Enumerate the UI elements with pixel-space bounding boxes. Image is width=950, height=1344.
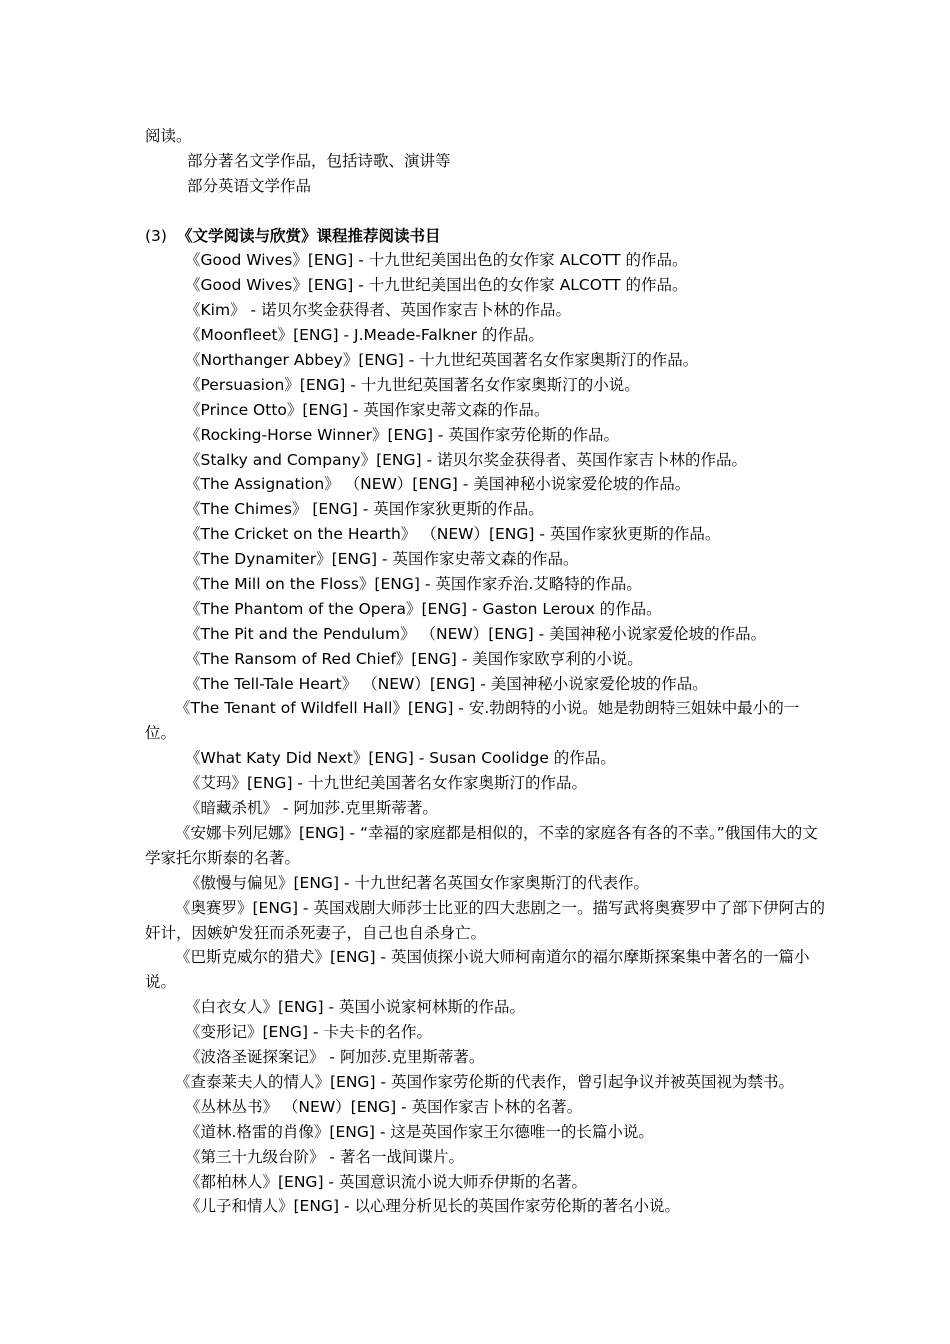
book-entry: 《Kim》 - 诺贝尔奖金获得者、英国作家吉卜林的作品。 bbox=[185, 301, 572, 320]
section-heading bbox=[145, 224, 825, 249]
book-entry: 《Good Wives》[ENG] - 十九世纪美国出色的女作家 ALCOTT 的作品。 bbox=[185, 276, 688, 295]
book-entry-long: 《查泰莱夫人的情人》[ENG] - 英国作家劳伦斯的代表作，曾引起争议并被英国视为禁书。 bbox=[175, 1072, 794, 1091]
book-entry: 《The Cricket on the Hearth》 （NEW）[ENG] - 英国作家狄更斯的作品。 bbox=[185, 525, 721, 544]
book-entry: 《变形记》[ENG] - 卡夫卡的名作。 bbox=[185, 1023, 432, 1042]
book-entry: 《第三十九级台阶》 - 著名一战间谍片。 bbox=[185, 1147, 464, 1166]
book-entry: 《The Assignation》 （NEW）[ENG] - 美国神秘小说家爱伦坡的作品。 bbox=[185, 475, 691, 494]
book-entry-wrapped: 《安娜卡列尼娜》[ENG] - “幸福的家庭都是相似的，不幸的家庭各有各的不幸。”俄国伟大的文学家托尔斯泰的名著。 bbox=[145, 823, 818, 867]
book-entry: 《The Chimes》 [ENG] - 英国作家狄更斯的作品。 bbox=[185, 500, 544, 519]
section-number: (3) bbox=[145, 226, 167, 245]
book-entry: 《道林.格雷的肖像》[ENG] - 这是英国作家王尔德唯一的长篇小说。 bbox=[185, 1122, 654, 1141]
book-entry: 《波洛圣诞探案记》 - 阿加莎.克里斯蒂著。 bbox=[185, 1048, 485, 1067]
book-entry: 《白衣女人》[ENG] - 英国小说家柯林斯的作品。 bbox=[185, 998, 525, 1017]
book-entry: 《Prince Otto》[ENG] - 英国作家史蒂文森的作品。 bbox=[185, 400, 550, 419]
book-entry: 《Rocking-Horse Winner》[ENG] - 英国作家劳伦斯的作品。 bbox=[185, 425, 619, 444]
intro-line: 阅读。 bbox=[145, 127, 192, 145]
book-entry: 《What Katy Did Next》[ENG] - Susan Coolidge 的作品。 bbox=[185, 749, 616, 768]
document-body bbox=[145, 124, 825, 1219]
book-entry: 《Good Wives》[ENG] - 十九世纪美国出色的女作家 ALCOTT 的作品。 bbox=[185, 251, 688, 270]
book-entry-wrapped: 《巴斯克威尔的猎犬》[ENG] - 英国侦探小说大师柯南道尔的福尔摩斯探案集中著名的一篇小说。 bbox=[145, 948, 810, 992]
book-entry-wrapped: 《奥赛罗》[ENG] - 英国戏剧大师莎士比亚的四大悲剧之一。描写武将奥赛罗中了部下伊阿古的奸计，因嫉妒发狂而杀死妻子，自己也自杀身亡。 bbox=[145, 898, 825, 942]
book-entry-wrapped: 《The Tenant of Wildfell Hall》[ENG] - 安.勃朗特的小说。她是勃朗特三姐妹中最小的一位。 bbox=[145, 699, 800, 743]
book-entry: 《Stalky and Company》[ENG] - 诺贝尔奖金获得者、英国作家吉卜林的作品。 bbox=[185, 450, 748, 469]
intro-item: 部分英语文学作品 bbox=[187, 176, 312, 195]
book-entry: 《The Pit and the Pendulum》 （NEW）[ENG] - 美国神秘小说家爱伦坡的作品。 bbox=[185, 624, 767, 643]
book-entry: 《都柏林人》[ENG] - 英国意识流小说大师乔伊斯的名著。 bbox=[185, 1172, 587, 1191]
book-entry: 《艾玛》[ENG] - 十九世纪美国著名女作家奥斯汀的作品。 bbox=[185, 774, 587, 793]
book-entry: 《The Phantom of the Opera》[ENG] - Gaston Leroux 的作品。 bbox=[185, 599, 662, 618]
book-entry: 《The Tell-Tale Heart》 （NEW）[ENG] - 美国神秘小说家爱伦坡的作品。 bbox=[185, 674, 708, 693]
intro-item: 部分著名文学作品，包括诗歌、演讲等 bbox=[187, 151, 451, 170]
book-entry: 《The Ransom of Red Chief》[ENG] - 美国作家欧亨利的小说。 bbox=[185, 649, 643, 668]
book-entry: 《The Dynamiter》[ENG] - 英国作家史蒂文森的作品。 bbox=[185, 550, 579, 569]
section-title: 《文学阅读与欣赏》课程推荐阅读书目 bbox=[177, 226, 441, 245]
book-entry: 《Persuasion》[ENG] - 十九世纪英国著名女作家奥斯汀的小说。 bbox=[185, 375, 640, 394]
blank-line bbox=[145, 199, 825, 224]
book-entry: 《Moonfleet》[ENG] - J.Meade-Falkner 的作品。 bbox=[185, 326, 544, 345]
book-entry: 《儿子和情人》[ENG] - 以心理分析见长的英国作家劳伦斯的著名小说。 bbox=[185, 1197, 680, 1216]
book-entry: 《暗藏杀机》 - 阿加莎.克里斯蒂著。 bbox=[185, 799, 438, 818]
book-entry: 《Northanger Abbey》[ENG] - 十九世纪英国著名女作家奥斯汀的作品。 bbox=[185, 351, 699, 370]
book-entry: 《The Mill on the Floss》[ENG] - 英国作家乔治.艾略特的作品。 bbox=[185, 575, 642, 594]
book-entry: 《傲慢与偏见》[ENG] - 十九世纪著名英国女作家奥斯汀的代表作。 bbox=[185, 873, 649, 892]
book-entry: 《丛林丛书》 （NEW）[ENG] - 英国作家吉卜林的名著。 bbox=[185, 1097, 583, 1116]
